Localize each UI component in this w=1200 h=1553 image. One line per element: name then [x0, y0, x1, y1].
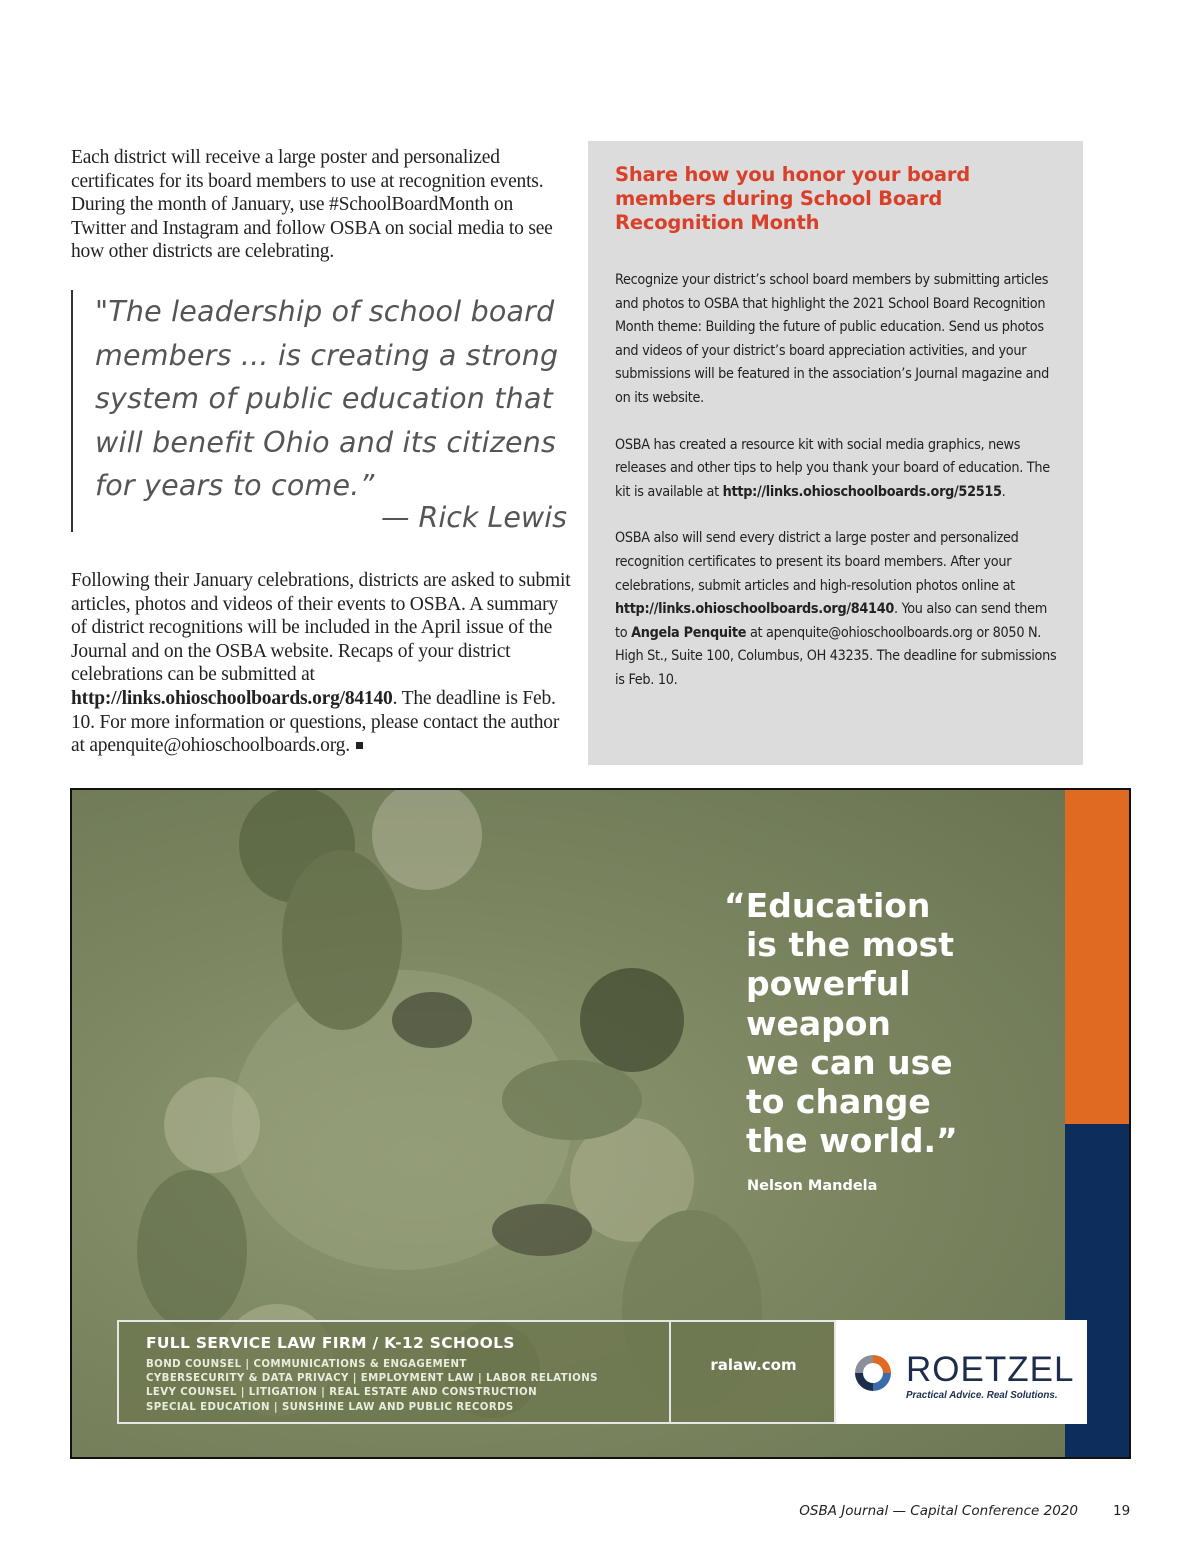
website-box — [671, 1320, 836, 1424]
closing-text-start: Following their January celebrations, districts are asked to submit articles, photos and videos of their events to OSBA. A summary of district recognitions will be included in the April issue of the Journal and on the OSBA website. Recaps of your district celebrations can be submitted at — [71, 570, 571, 686]
practice-line: CYBERSECURITY & DATA PRIVACY | EMPLOYMENT LAW | LABOR RELATIONS — [146, 1373, 598, 1385]
services-banner — [117, 1320, 671, 1424]
quote-line: “Education — [724, 886, 931, 925]
quote-author: Nelson Mandela — [747, 1178, 878, 1194]
logo-wordmark: ROETZEL — [906, 1350, 1075, 1389]
website-link[interactable]: ralaw.com — [710, 1356, 797, 1374]
practice-line: LEVY COUNSEL | LITIGATION | REAL ESTATE AND CONSTRUCTION — [146, 1387, 538, 1399]
intro-paragraph: Each district will receive a large poster and personalized certificates for its board members to use at recognition events. During the month of January, use #SchoolBoardMonth on Twitter and Instagram and follow OSBA on social media to see how other districts are celebrating. — [71, 147, 553, 263]
orange-stripe — [1065, 790, 1131, 1124]
closing-text-end: . The deadline is Feb. 10. For more information or questions, please contact the author at apenquite@ohioschoolboards.org. — [71, 687, 560, 757]
quote-line: we can use — [746, 1042, 953, 1082]
sidebar-paragraph-1: Recognize your district’s school board members by submitting articles and photos to OSBA that highlight the 2021 School Board Recognition Month theme: Building the future of public education. Send us photos and videos of your district’s board appreciation activities, and your submissions will be featured in the association’s Journal magazine and on its website. — [615, 272, 1049, 406]
closing-paragraph — [71, 569, 571, 758]
publication-name: OSBA Journal — Capital Conference 2020 — [799, 1503, 1078, 1519]
mandela-quote — [724, 886, 1054, 1160]
practice-line: SPECIAL EDUCATION | SUNSHINE LAW AND PUBLIC RECORDS — [146, 1401, 514, 1413]
roetzel-logo-icon — [853, 1353, 893, 1393]
contact-name: Angela Penquite — [631, 624, 747, 641]
quote-line: weapon — [746, 1003, 891, 1043]
roetzel-logo — [836, 1320, 1087, 1424]
sidebar-paragraph-2-text: OSBA has created a resource kit with social media graphics, news releases and other tips to help you thank your board of education. The kit is available at — [615, 436, 1050, 500]
practice-line: BOND COUNSEL | COMMUNICATIONS & ENGAGEMENT — [146, 1359, 467, 1370]
resource-kit-link[interactable]: http://links.ohioschoolboards.org/52515 — [722, 483, 1002, 500]
sidebar-box — [588, 141, 1083, 765]
end-mark — [356, 742, 363, 749]
page-number: 19 — [1113, 1503, 1131, 1519]
quote-line: the world.” — [746, 1121, 958, 1161]
submission-link[interactable]: http://links.ohioschoolboards.org/84140 — [71, 687, 393, 709]
sidebar-paragraph-3 — [615, 527, 1057, 692]
sidebar-paragraph-3-mid: . You also can send them to — [615, 601, 1047, 641]
sidebar-paragraph-3-text: OSBA also will send every district a large poster and personalized recognition certificates to present its board members. After your celebrations, submit articles and high-resolution photos online at — [615, 530, 1019, 594]
upload-link[interactable]: http://links.ohioschoolboards.org/84140 — [615, 601, 894, 618]
page-footer — [0, 1503, 1200, 1525]
pull-quote — [71, 290, 571, 532]
logo-tagline: Practical Advice. Real Solutions. — [906, 1390, 1058, 1401]
pull-quote-text: "The leadership of school board members ... is creating a strong system of public education that will benefit Ohio and its citizens for years to come.” — [95, 295, 559, 503]
sidebar-paragraph-3-end: at apenquite@ohioschoolboards.org or 8050 N. High St., Suite 100, Columbus, OH 43235. The deadline for submissions is Feb. 10. — [615, 624, 1057, 688]
quote-line: to change — [746, 1082, 931, 1122]
practice-areas — [146, 1358, 669, 1415]
pull-quote-attribution: — Rick Lewis — [380, 501, 567, 534]
sidebar-paragraph-2 — [615, 434, 1057, 505]
sidebar-paragraph-2-end: . — [1001, 483, 1006, 500]
roetzel-advertisement[interactable] — [70, 788, 1131, 1459]
sidebar-heading: Share how you honor your board members during School Board Recognition Month — [615, 163, 971, 234]
services-heading: FULL SERVICE LAW FIRM / K-12 SCHOOLS — [146, 1334, 515, 1352]
quote-line: is the most — [746, 925, 955, 965]
quote-line: powerful — [746, 964, 911, 1004]
